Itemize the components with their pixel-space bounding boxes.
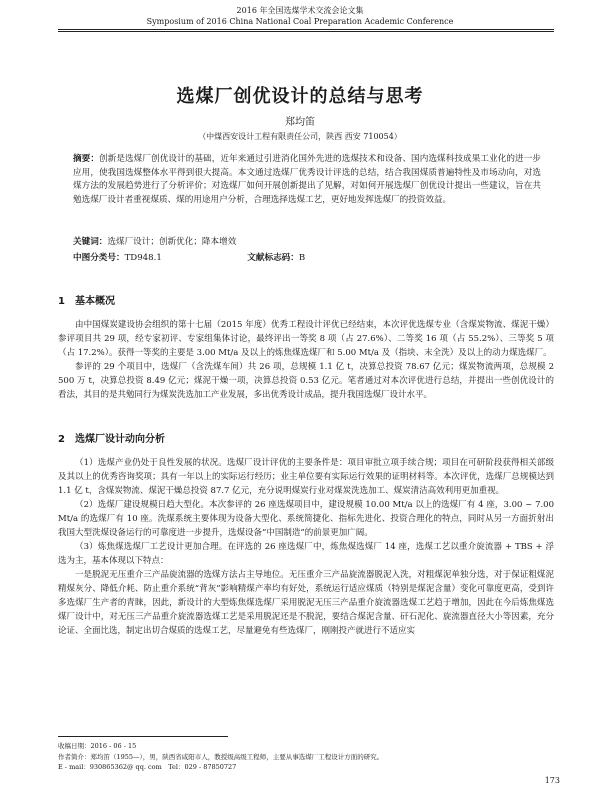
paragraph: （3）炼焦煤选煤厂工艺设计更加合理。在评选的 26 座选煤厂中，炼焦煤选煤厂 14 座，选煤工艺以重介旋流器 + TBS + 浮选为主，基本体现以下特点： [58, 542, 554, 566]
clc-label: 中图分类号： [73, 253, 125, 263]
keywords-label: 关键词： [73, 237, 108, 247]
keywords [73, 236, 541, 250]
doc-code-value: B [298, 253, 306, 263]
paragraph: （2）选煤厂建设规模日趋大型化。本次参评的 26 座选煤项目中，建设规模 10.00 Mt/a 以上的选煤厂有 4 座，3.00 ~ 7.00 Mt/a 的选煤厂有 10 座。洗煤系统主要体现为设备大型化、系统简捷化、指标先进化、投资合理化的特点，同时从另一方面折射出我国大型洗煤设备运行的可靠度进一步提升，选煤设备“中国制造”的前景更加广阔。 [58, 500, 554, 538]
abstract-label: 摘要： [73, 154, 100, 164]
author-affiliation: （中煤西安设计工程有限责任公司，陕西 西安 710054） [198, 132, 402, 141]
section-1-body [58, 318, 554, 402]
paragraph: 由中国煤炭建设协会组织的第十七届（2015 年度）优秀工程设计评优已经结束，本次评优选煤专业（含煤炭物流、煤泥干燥）参评项目共 29 项，经专家初评、专家组集体讨论，最终评出一等奖 8 项（占 27.6%）、二等奖 16 项（占 55.2%）、三等奖 5 项（占 17.2%）。获得一等奖的主要是 3.00 Mt/a 及以上的炼焦煤选煤厂和 5.00 Mt/a 及（指块、末全洗）及以上的动力煤选煤厂。 [58, 320, 554, 358]
footnote-author-bio: 作者简介：郑均笛（1955—），男，陕西省咸阳市人，教授级高级工程师，主要从事选煤厂工程设计方面的研究。 [58, 752, 384, 761]
section-2-body [58, 456, 554, 638]
keywords-text: 选煤厂设计；创新优化；降本增效 [107, 237, 237, 247]
section-heading-1: 1 基本概况 [58, 296, 115, 307]
paragraph: 一是脱泥无压重介三产品旋流器的选煤方法占主导地位。无压重介三产品旋流器脱泥入洗，对粗煤泥单独分选，对于保证粗煤泥精煤灰分、降低介耗、防止重介系统“背灰”影响精煤产率均有好处，系统运行适应煤质（特别是煤泥含量）变化可靠度更高，受到许多选煤厂生产者的青睐，因此，新设计的大型炼焦煤选煤厂采用脱泥无压三产品重介旋流器选煤工艺趋于增加，因此在今后炼焦煤选煤厂设计中，对无压三产品重介旋流器选煤工艺是采用脱泥还是不脱泥，要结合煤泥含量、矸石泥化、旋流器直径大小等因素，充分论证、全面比选，制定出切合煤质的选煤工艺，尽量避免有些选煤厂，刚刚投产就进行不适应实 [58, 570, 554, 636]
paragraph: 参评的 29 个项目中，选煤厂（含洗煤车间）共 26 项，总规模 1.1 亿 t，决算总投资 78.67 亿元；煤炭物流两项，总规模 2 500 万 t，决算总投资 8.49 亿元；煤泥干燥一项，决算总投资 0.53 亿元。笔者通过对本次评优进行总结，并提出一些创优设计的看法，其目的是共勉同行为煤炭洗选加工产业发展，多出优秀设计成品，提升我国选煤厂设计水平。 [58, 362, 554, 400]
paragraph: （1）选煤产业仍处于良性发展的状况。选煤厂设计评优的主要条件是：项目审批立项手续合规；项目在可研阶段获得相关部级及其以上的优秀咨询奖项；具有一年以上的实际运行经历；业主单位要有实际运行效果的证明材料等。本次评优，选煤厂总规模达到 1.1 亿 t，含煤炭物流、煤泥干燥总投资 87.7 亿元，充分说明煤炭行业对煤炭洗选加工、煤炭清洁高效利用更加重视。 [58, 458, 554, 496]
author-name: 郑均笛 [285, 117, 315, 128]
footnote-received: 收稿日期：2016 - 06 - 15 [58, 742, 137, 750]
header-rule [58, 29, 554, 30]
abstract [73, 153, 541, 208]
footnote-contact: E - mail：930865362@ qq. com Tel：029 - 87850727 [58, 763, 237, 771]
paper-title: 选煤厂创优设计的总结与思考 [176, 86, 424, 107]
doc-code-label: 文献标志码： [247, 253, 299, 263]
classification [73, 252, 541, 266]
page-number: 173 [544, 776, 560, 785]
section-heading-2: 2 选煤厂设计动向分析 [58, 434, 165, 445]
footnote [58, 741, 554, 773]
running-header-en: Symposium of 2016 China National Coal Preparation Academic Conference [146, 17, 454, 26]
footnote-rule [58, 736, 228, 737]
header-rule-2 [58, 31, 554, 32]
clc-value: TD948.1 [124, 253, 162, 263]
abstract-text: 创新是选煤厂创优设计的基础，近年来通过引进消化国外先进的选煤技术和设备、国内选煤科技成果工业化的进一步应用，使我国选煤整体水平得到很大提高。本文通过选煤厂优秀设计评选的总结，结合我国煤质普遍特性及市场动向，对选煤方法的发展趋势进行了分析评价；对选煤厂如何开展创新提出了见解，对如何开展选煤厂创优设计提出一些建议，旨在共勉选煤厂设计者重视煤质、煤的用途用户分析，合理选择选煤工艺，更好地发挥选煤厂的投资效益。 [73, 154, 541, 206]
running-header-cn: 2016 年全国选煤学术交流会论文集 [236, 6, 364, 15]
